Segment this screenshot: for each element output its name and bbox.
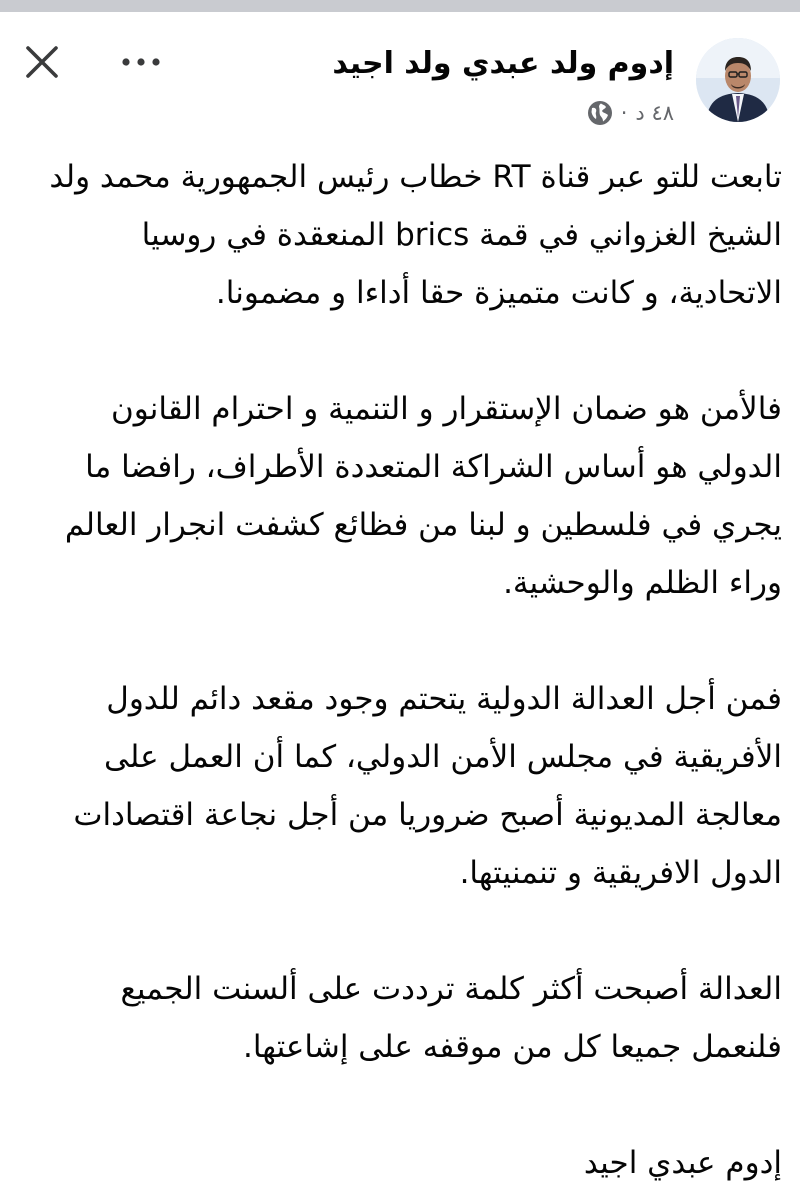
post-paragraph: تابعت للتو عبر قناة RT خطاب رئيس الجمهورية محمد ولد الشيخ الغزواني في قمة brics المنعقدة في روسيا الاتحادية، و كانت متميزة حقا أداءا و مضمونا. [49, 159, 782, 311]
author-name[interactable]: إدوم ولد عبدي ولد اجيد [332, 46, 674, 81]
globe-icon [587, 100, 613, 126]
post-meta [587, 100, 674, 126]
post-text [30, 148, 782, 1192]
post-header [0, 12, 800, 132]
post-paragraph: فمن أجل العدالة الدولية يتحتم وجود مقعد دائم للدول الأفريقية في مجلس الأمن الدولي، كما أن العمل على معالجة المديونية أصبح ضروريا من أجل نجاعة اقتصادات الدول الافريقية و تنمنيتها. [73, 681, 782, 891]
status-bar-strip [0, 0, 800, 12]
close-icon [24, 44, 60, 80]
more-options-button[interactable] [116, 42, 166, 82]
post-signature: إدوم عبدي اجيد [583, 1145, 782, 1181]
avatar[interactable] [696, 38, 780, 122]
meta-separator: · [620, 101, 628, 125]
post-paragraph: فالأمن هو ضمان الإستقرار و التنمية و احترام القانون الدولي هو أساس الشراكة المتعددة الأطراف، رافضا ما يجري في فلسطين و لبنا من فظائع كشفت انجرار العالم وراء الظلم والوحشية. [64, 391, 782, 601]
post-timestamp[interactable]: ٤٨ د [635, 101, 674, 125]
post-paragraph: العدالة أصبحت أكثر كلمة ترددت على ألسنت الجميع فلنعمل جميعا كل من موقفه على إشاعتها. [120, 971, 782, 1065]
profile-photo [696, 38, 780, 122]
more-options-icon [119, 56, 163, 68]
close-button[interactable] [20, 40, 64, 84]
